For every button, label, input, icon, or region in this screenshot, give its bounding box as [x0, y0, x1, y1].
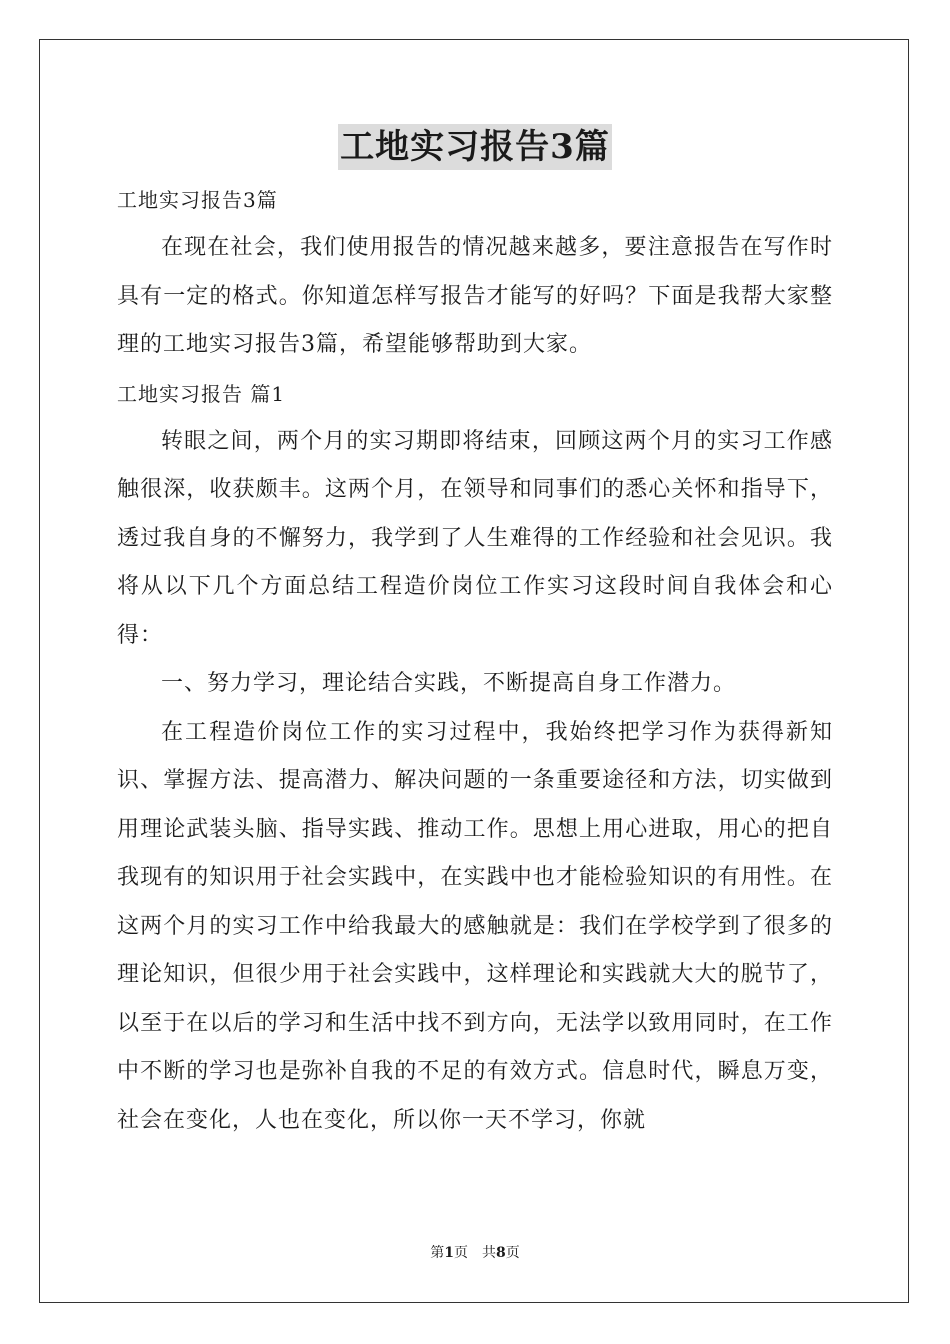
footer-prefix: 第 — [430, 1245, 445, 1261]
footer-suffix: 页 — [505, 1245, 520, 1261]
section-heading: 工地实习报告 篇1 — [117, 381, 286, 406]
subtitle-line: 工地实习报告3篇 — [117, 188, 278, 212]
body-paragraph: 转眼之间，两个月的实习期即将结束，回顾这两个月的实习工作感触很深，收获颇丰。这两个月，在领导和同事们的悉心关怀和指导下，透过我自身的不懈努力，我学到了人生难得的工作经验和社会见识。我将从以下几个方面总结工程造价岗位工作实习这段时间自我体会和心得： — [117, 428, 833, 648]
current-page-number: 1 — [444, 1245, 454, 1261]
body-paragraph: 在工程造价岗位工作的实习过程中，我始终把学习作为获得新知识、掌握方法、提高潜力、解决问题的一条重要途径和方法，切实做到用理论武装头脑、指导实践、推动工作。思想上用心进取，用心的把自我现有的知识用于社会实践中，在实践中也才能检验知识的有用性。在这两个月的实习工作中给我最大的感触就是：我们在学校学到了很多的理论知识，但很少用于社会实践中，这样理论和实践就大大的脱节了，以至于在以后的学习和生活中找不到方向，无法学以致用同时，在工作中不断的学习也是弥补自我的不足的有效方式。信息时代，瞬息万变，社会在变化，人也在变化，所以你一天不学习，你就 — [117, 719, 833, 1133]
total-pages-number: 8 — [496, 1245, 506, 1261]
footer-middle: 页 共 — [454, 1245, 496, 1261]
document-body — [117, 176, 833, 1145]
intro-paragraph: 在现在社会，我们使用报告的情况越来越多，要注意报告在写作时具有一定的格式。你知道怎样写报告才能写的好吗？下面是我帮大家整理的工地实习报告3篇，希望能够帮助到大家。 — [117, 235, 833, 357]
body-paragraph: 一、努力学习，理论结合实践，不断提高自身工作潜力。 — [161, 671, 737, 696]
title-container — [0, 124, 950, 170]
document-title: 工地实习报告3篇 — [338, 124, 612, 170]
page-footer — [0, 1243, 950, 1263]
